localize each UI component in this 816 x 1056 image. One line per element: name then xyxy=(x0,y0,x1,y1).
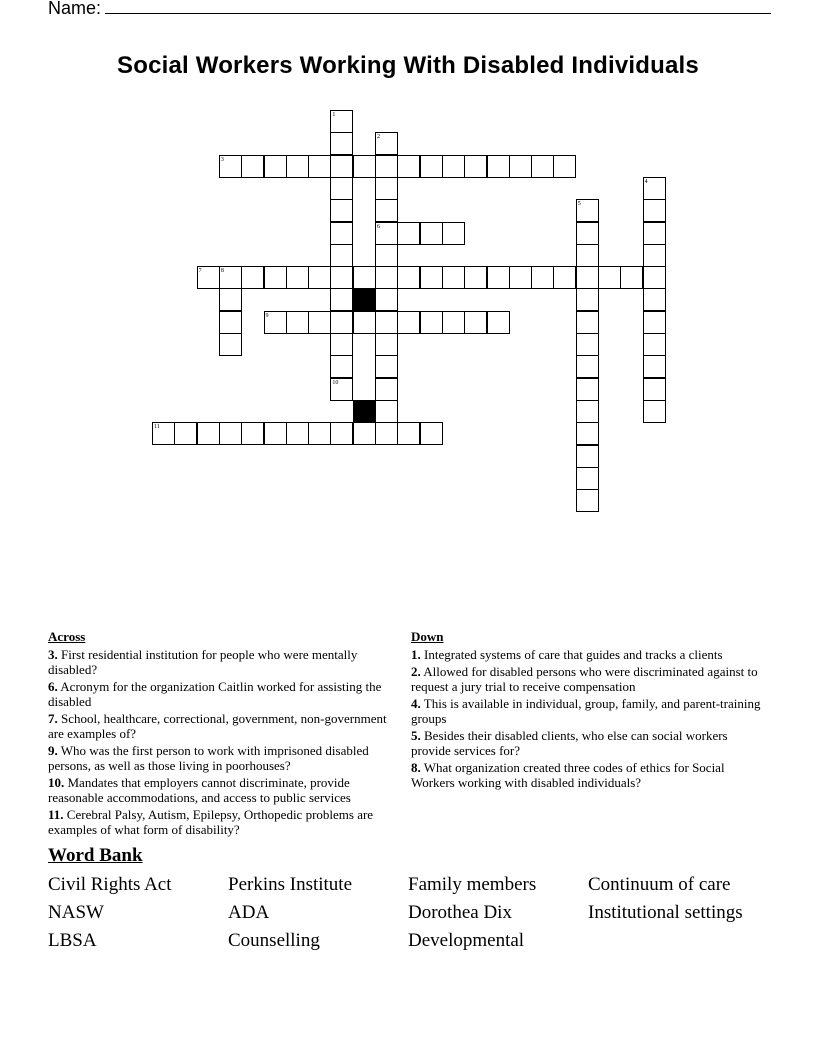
crossword-black-cell xyxy=(353,288,376,311)
crossword-cell[interactable] xyxy=(576,489,599,512)
crossword-cell[interactable] xyxy=(464,311,487,334)
crossword-cell[interactable] xyxy=(576,333,599,356)
crossword-cell[interactable] xyxy=(397,422,420,445)
crossword-cell[interactable] xyxy=(576,311,599,334)
crossword-cell[interactable] xyxy=(308,311,331,334)
across-heading: Across xyxy=(48,629,86,644)
crossword-cell[interactable] xyxy=(375,333,398,356)
crossword-cell[interactable] xyxy=(308,155,331,178)
crossword-cell[interactable] xyxy=(576,355,599,378)
crossword-cell[interactable] xyxy=(576,288,599,311)
crossword-cell[interactable] xyxy=(397,222,420,245)
clue-across-3: 3. First residential institution for people who were mentally disabled? xyxy=(48,647,358,677)
crossword-cell[interactable] xyxy=(643,333,666,356)
crossword-cell[interactable] xyxy=(330,199,353,222)
crossword-cell[interactable] xyxy=(420,311,443,334)
clue-number-11: 11 xyxy=(154,424,160,431)
word-bank-item: Perkins Institute xyxy=(228,874,353,895)
down-clues xyxy=(411,629,761,792)
crossword-cell[interactable] xyxy=(643,199,666,222)
crossword-cell[interactable] xyxy=(330,244,353,267)
word-bank-item: ADA xyxy=(228,902,270,923)
word-bank-item: Family members xyxy=(408,874,537,895)
clue-down-8: 8. What organization created three codes of ethics for Social Workers working with disabled individuals? xyxy=(411,760,725,790)
crossword-cell[interactable] xyxy=(286,311,309,334)
crossword-cell[interactable] xyxy=(375,355,398,378)
crossword-cell[interactable] xyxy=(598,266,621,289)
crossword-cell[interactable] xyxy=(643,311,666,334)
crossword-cell[interactable] xyxy=(620,266,643,289)
clue-number-10: 10 xyxy=(332,379,339,386)
crossword-cell[interactable] xyxy=(241,155,264,178)
crossword-cell[interactable] xyxy=(375,378,398,401)
crossword-cell[interactable] xyxy=(375,199,398,222)
crossword-cell[interactable] xyxy=(576,467,599,490)
crossword-cell[interactable] xyxy=(553,266,576,289)
crossword-cell[interactable] xyxy=(576,445,599,468)
crossword-cell[interactable] xyxy=(397,155,420,178)
crossword-cell[interactable] xyxy=(330,132,353,155)
crossword-cell[interactable] xyxy=(643,378,666,401)
crossword-cell[interactable] xyxy=(330,288,353,311)
clue-across-11: 11. Cerebral Palsy, Autism, Epilepsy, Orthopedic problems are examples of what form of disability? xyxy=(48,807,374,837)
crossword-cell[interactable] xyxy=(330,177,353,200)
crossword-cell[interactable] xyxy=(643,266,666,289)
crossword-cell[interactable] xyxy=(330,266,353,289)
crossword-cell[interactable] xyxy=(576,222,599,245)
crossword-cell[interactable] xyxy=(375,244,398,267)
crossword-black-cell xyxy=(353,400,376,423)
clue-number-4: 4 xyxy=(644,178,648,185)
clue-number-2: 2 xyxy=(377,134,380,141)
crossword-cell[interactable] xyxy=(375,311,398,334)
crossword-cell[interactable] xyxy=(197,422,220,445)
crossword-cell[interactable] xyxy=(442,155,465,178)
word-bank-item: LBSA xyxy=(48,930,97,951)
crossword-cell[interactable] xyxy=(174,422,197,445)
word-bank-item: NASW xyxy=(48,902,104,923)
crossword-cell[interactable] xyxy=(330,422,353,445)
word-bank-item: Continuum of care xyxy=(588,874,731,895)
crossword-cell[interactable] xyxy=(420,422,443,445)
clue-number-3: 3 xyxy=(220,156,224,163)
crossword-cell[interactable] xyxy=(487,311,510,334)
crossword-cell[interactable] xyxy=(442,266,465,289)
clue-number-7: 7 xyxy=(198,268,202,275)
crossword-cell[interactable] xyxy=(509,155,532,178)
crossword-cell[interactable] xyxy=(375,288,398,311)
crossword-cell[interactable] xyxy=(330,333,353,356)
crossword-cell[interactable] xyxy=(308,422,331,445)
crossword-cell[interactable] xyxy=(219,422,242,445)
crossword-cell[interactable] xyxy=(643,288,666,311)
crossword-cell[interactable] xyxy=(353,311,376,334)
crossword-cell[interactable] xyxy=(643,355,666,378)
crossword-cell[interactable] xyxy=(397,266,420,289)
crossword-cell[interactable] xyxy=(442,222,465,245)
crossword-cell[interactable] xyxy=(397,311,420,334)
crossword-cell[interactable] xyxy=(375,155,398,178)
clue-number-9: 9 xyxy=(265,312,269,319)
down-heading: Down xyxy=(411,629,444,644)
word-bank-item: Dorothea Dix xyxy=(408,902,512,923)
crossword-cell[interactable] xyxy=(353,422,376,445)
clue-down-5: 5. Besides their disabled clients, who else can social workers provide services for? xyxy=(411,728,728,758)
crossword-cell[interactable] xyxy=(576,422,599,445)
clue-number-6: 6 xyxy=(377,223,380,230)
crossword-cell[interactable] xyxy=(330,311,353,334)
crossword-cell[interactable] xyxy=(576,266,599,289)
crossword-cell[interactable] xyxy=(531,155,554,178)
crossword-cell[interactable] xyxy=(420,222,443,245)
word-bank-heading: Word Bank xyxy=(48,845,143,866)
crossword-cell[interactable] xyxy=(264,422,287,445)
crossword-cell[interactable] xyxy=(330,355,353,378)
word-bank-item: Institutional settings xyxy=(588,902,743,923)
clue-down-4: 4. This is available in individual, group, family, and parent-training groups xyxy=(411,696,761,726)
clue-number-8: 8 xyxy=(220,268,224,275)
crossword-cell[interactable] xyxy=(264,266,287,289)
crossword-cell[interactable] xyxy=(509,266,532,289)
crossword-cell[interactable] xyxy=(576,400,599,423)
clue-across-6: 6. Acronym for the organization Caitlin worked for assisting the disabled xyxy=(48,679,382,709)
crossword-cell[interactable] xyxy=(464,155,487,178)
clue-down-2: 2. Allowed for disabled persons who were discriminated against to request a jury trial to receive compensation xyxy=(411,664,758,694)
word-bank-item: Developmental xyxy=(408,930,525,951)
word-bank-item: Counselling xyxy=(228,930,320,951)
crossword-cell[interactable] xyxy=(241,422,264,445)
name-label: Name: xyxy=(48,0,102,18)
crossword-cell[interactable] xyxy=(375,400,398,423)
crossword-cell[interactable] xyxy=(375,177,398,200)
clue-number-5: 5 xyxy=(577,201,581,208)
crossword-cell[interactable] xyxy=(643,222,666,245)
crossword-cell[interactable] xyxy=(487,266,510,289)
crossword-cell[interactable] xyxy=(442,311,465,334)
crossword-cell[interactable] xyxy=(330,155,353,178)
clue-across-7: 7. School, healthcare, correctional, government, non-government are examples of? xyxy=(48,711,387,741)
crossword-cell[interactable] xyxy=(464,266,487,289)
crossword-cell[interactable] xyxy=(330,222,353,245)
page-title: Social Workers Working With Disabled Individuals xyxy=(117,52,699,79)
crossword-cell[interactable] xyxy=(420,155,443,178)
crossword-cell[interactable] xyxy=(420,266,443,289)
crossword-cell[interactable] xyxy=(308,266,331,289)
crossword-cell[interactable] xyxy=(286,155,309,178)
crossword-cell[interactable] xyxy=(353,266,376,289)
crossword-cell[interactable] xyxy=(353,155,376,178)
crossword-cell[interactable] xyxy=(487,155,510,178)
crossword-cell[interactable] xyxy=(643,244,666,267)
word-bank-item: Civil Rights Act xyxy=(48,874,172,895)
crossword-cell[interactable] xyxy=(375,266,398,289)
clue-across-10: 10. Mandates that employers cannot discriminate, provide reasonable accommodations, and access to public services xyxy=(48,775,351,805)
crossword-cell[interactable] xyxy=(643,400,666,423)
crossword-cell[interactable] xyxy=(219,311,242,334)
crossword-cell[interactable] xyxy=(219,288,242,311)
crossword-cell[interactable] xyxy=(576,244,599,267)
crossword-cell[interactable] xyxy=(576,378,599,401)
across-clues xyxy=(48,629,398,839)
clue-down-1: 1. Integrated systems of care that guides and tracks a clients xyxy=(411,647,723,662)
crossword-cell[interactable] xyxy=(553,155,576,178)
crossword-cell[interactable] xyxy=(241,266,264,289)
crossword-cell[interactable] xyxy=(219,333,242,356)
crossword-cell[interactable] xyxy=(531,266,554,289)
crossword-cell[interactable] xyxy=(286,266,309,289)
clue-across-9: 9. Who was the first person to work with imprisoned disabled persons, as well as those living in poorhouses? xyxy=(48,743,369,773)
crossword-cell[interactable] xyxy=(264,155,287,178)
clue-number-1: 1 xyxy=(332,112,336,118)
crossword-cell[interactable] xyxy=(286,422,309,445)
crossword-cell[interactable] xyxy=(375,422,398,445)
